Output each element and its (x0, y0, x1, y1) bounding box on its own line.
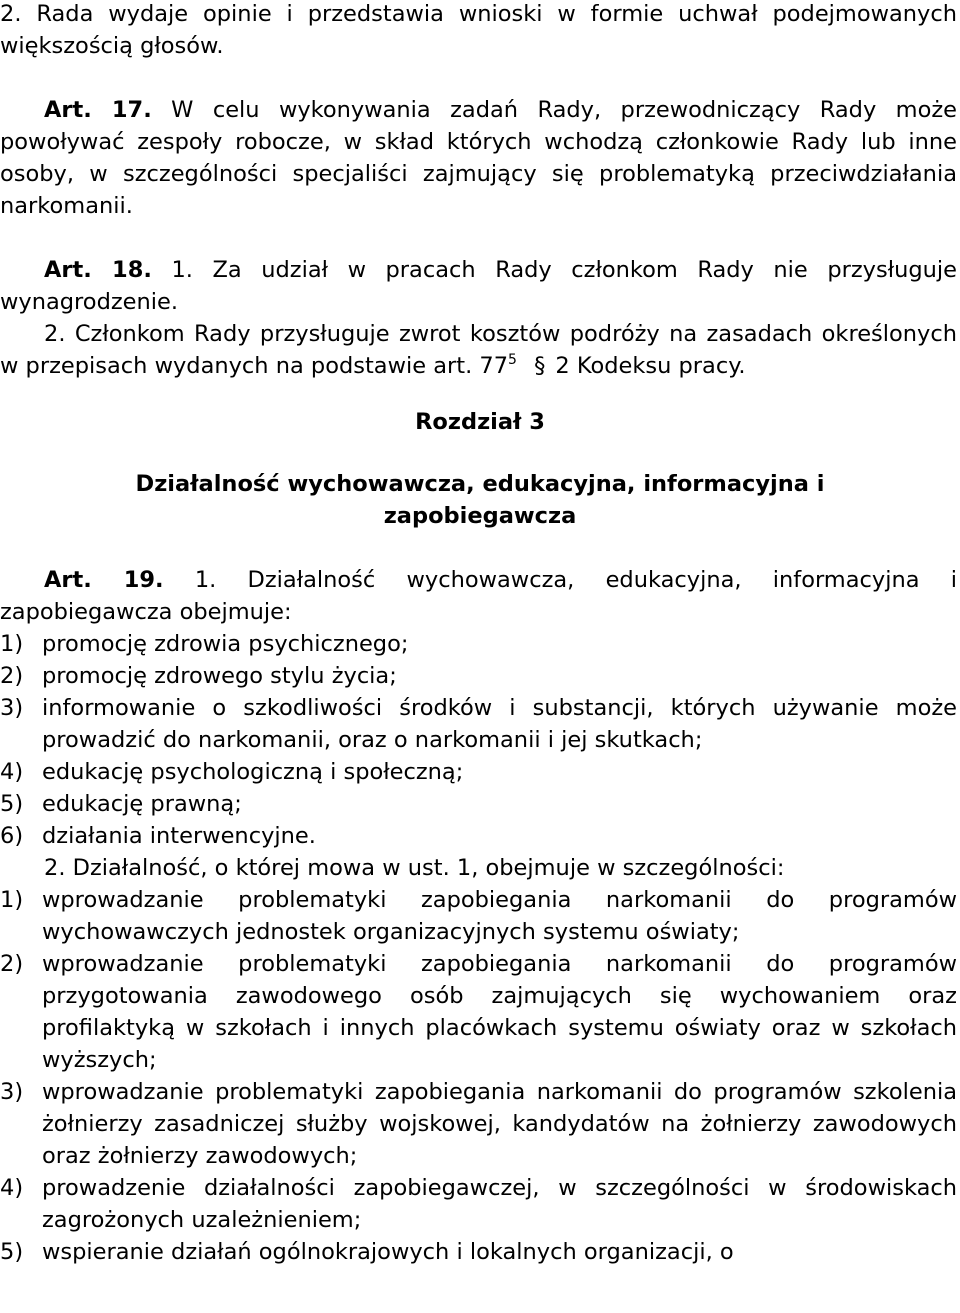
list-item-text: promocję zdrowia psychicznego; (42, 631, 409, 657)
list-item-number: 5) (0, 1239, 24, 1265)
list-item-number: 6) (0, 823, 24, 849)
art18-p2-superscript: 5 (508, 352, 517, 368)
list-item-number: 5) (0, 791, 24, 817)
art17-text: W celu wykonywania zadań Rady, przewodniczący Rady może powoływać zespoły robocze, w skład których wchodzą członkowie Rady lub inne osoby, w szczególności specjaliści zajmujący się problematyką przeciwdziałania narkomanii. (0, 97, 957, 219)
list-item-number: 2) (0, 663, 24, 689)
list-item (0, 756, 960, 788)
art17-paragraph (0, 94, 960, 222)
list-item-number: 2) (0, 951, 24, 977)
list-item-number: 4) (0, 759, 24, 785)
list-item-text: działania interwencyjne. (42, 823, 316, 849)
art19-list-1 (0, 628, 960, 852)
art18-p2-text: 2. Członkom Rady przysługuje zwrot kosztów podróży na zasadach określonych w przepisach wydanych na podstawie art. 77 (0, 321, 957, 379)
list-item (0, 628, 960, 660)
list-item-number: 3) (0, 1079, 24, 1105)
art18-p2-text-end: 2 Kodeksu pracy. (555, 353, 746, 379)
list-item-text: wspieranie działań ogólnokrajowych i lokalnych organizacji, o (42, 1239, 734, 1265)
list-item (0, 948, 960, 1076)
list-item (0, 788, 960, 820)
list-item-number: 4) (0, 1175, 24, 1201)
list-item-text: promocję zdrowego stylu życia; (42, 663, 397, 689)
list-item (0, 884, 960, 948)
art19-paragraph-2: 2. Działalność, o której mowa w ust. 1, obejmuje w szczególności: (44, 855, 785, 881)
list-item (0, 1076, 960, 1172)
list-item (0, 1236, 960, 1268)
section-sign: § (534, 353, 546, 379)
art18-p1-text: 1. Za udział w pracach Rady członkom Rady nie przysługuje wynagrodzenie. (0, 257, 957, 315)
list-item-text: edukację prawną; (42, 791, 242, 817)
list-item-number: 1) (0, 887, 24, 913)
art19-paragraph-1 (0, 564, 960, 628)
art18-label: Art. 18. (44, 257, 152, 283)
list-item-text: wprowadzanie problematyki zapobiegania narkomanii do programów przygotowania zawodowego osób zajmujących się wychowaniem oraz profilaktyką w szkołach i innych placówkach systemu oświaty oraz w szkołach wyższych; (42, 951, 957, 1073)
chapter-title: Działalność wychowawcza, edukacyjna, informacyjna i zapobiegawcza (135, 471, 825, 529)
list-item-text: wprowadzanie problematyki zapobiegania narkomanii do programów wychowawczych jednostek organizacyjnych systemu oświaty; (42, 887, 957, 945)
art19-label: Art. 19. (44, 567, 164, 593)
art18-paragraph-1 (0, 254, 960, 318)
chapter-number: Rozdział 3 (415, 409, 545, 435)
art17-label: Art. 17. (44, 97, 152, 123)
list-item-text: prowadzenie działalności zapobiegawczej, w szczególności w środowiskach zagrożonych uzależnieniem; (42, 1175, 957, 1233)
art16-paragraph-2: 2. Rada wydaje opinie i przedstawia wnioski w formie uchwał podejmowanych większością głosów. (0, 1, 957, 59)
art19-intro: 1. Działalność wychowawcza, edukacyjna, informacyjna i zapobiegawcza obejmuje: (0, 567, 957, 625)
list-item-number: 3) (0, 695, 24, 721)
art18-paragraph-2 (0, 318, 960, 382)
list-item-text: edukację psychologiczną i społeczną; (42, 759, 464, 785)
list-item (0, 1172, 960, 1236)
list-item (0, 820, 960, 852)
list-item (0, 660, 960, 692)
list-item-number: 1) (0, 631, 24, 657)
list-item-text: informowanie o szkodliwości środków i substancji, których używanie może prowadzić do narkomanii, oraz o narkomanii i jej skutkach; (42, 695, 957, 753)
list-item-text: wprowadzanie problematyki zapobiegania narkomanii do programów szkolenia żołnierzy zasadniczej służby wojskowej, kandydatów na żołnierzy zawodowych oraz żołnierzy zawodowych; (42, 1079, 957, 1169)
list-item (0, 692, 960, 756)
art19-list-2 (0, 884, 960, 1268)
